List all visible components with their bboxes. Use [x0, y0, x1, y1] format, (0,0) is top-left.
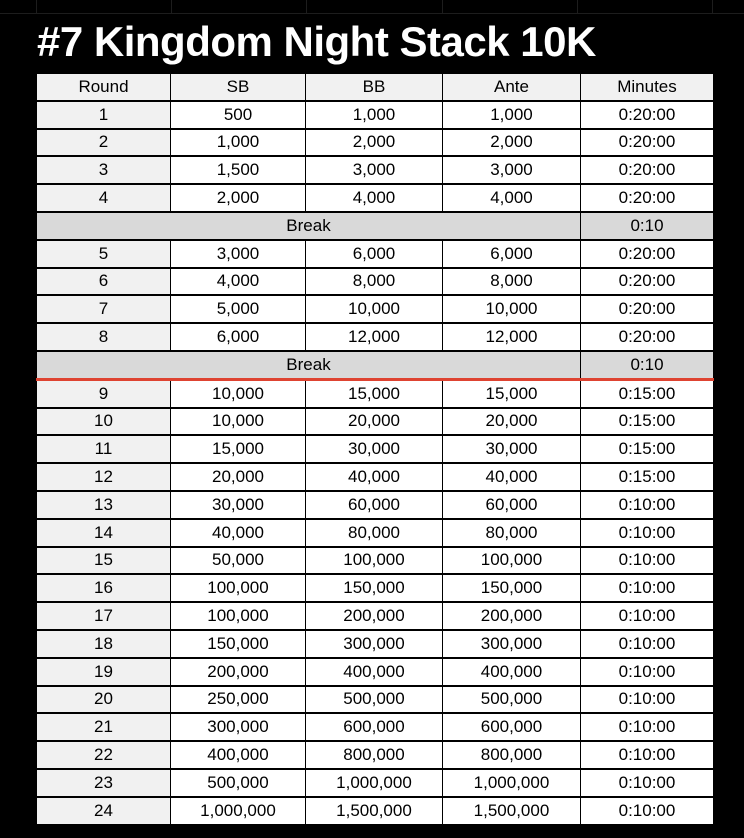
round-cell: 15 — [37, 547, 171, 575]
ante-cell: 600,000 — [443, 713, 581, 741]
table-row — [37, 435, 714, 463]
ante-cell: 4,000 — [443, 184, 581, 212]
prev-row-sliver — [0, 0, 744, 14]
ante-cell: 8,000 — [443, 268, 581, 296]
blind-structure-table — [36, 72, 714, 826]
ante-cell: 2,000 — [443, 129, 581, 157]
minutes-cell: 0:20:00 — [581, 156, 714, 184]
bb-cell: 300,000 — [306, 630, 443, 658]
sb-cell: 200,000 — [171, 658, 306, 686]
minutes-cell: 0:15:00 — [581, 463, 714, 491]
round-cell: 18 — [37, 630, 171, 658]
col-header-round: Round — [37, 73, 171, 101]
ante-cell: 10,000 — [443, 295, 581, 323]
round-cell: 13 — [37, 491, 171, 519]
divider — [171, 0, 306, 13]
ante-cell: 6,000 — [443, 240, 581, 268]
round-cell: 11 — [37, 435, 171, 463]
round-cell: 22 — [37, 741, 171, 769]
sb-cell: 10,000 — [171, 379, 306, 407]
round-cell: 23 — [37, 769, 171, 797]
table-row — [37, 491, 714, 519]
page-title: #7 Kingdom Night Stack 10K — [37, 18, 596, 65]
bb-cell: 3,000 — [306, 156, 443, 184]
table-row — [37, 184, 714, 212]
round-cell: 16 — [37, 574, 171, 602]
sb-cell: 100,000 — [171, 602, 306, 630]
sb-cell: 500,000 — [171, 769, 306, 797]
sb-cell: 100,000 — [171, 574, 306, 602]
sb-cell: 40,000 — [171, 519, 306, 547]
bb-cell: 4,000 — [306, 184, 443, 212]
minutes-cell: 0:20:00 — [581, 129, 714, 157]
bb-cell: 1,000,000 — [306, 769, 443, 797]
ante-cell: 150,000 — [443, 574, 581, 602]
sb-cell: 15,000 — [171, 435, 306, 463]
bb-cell: 10,000 — [306, 295, 443, 323]
table-row — [37, 268, 714, 296]
break-cell: Break — [37, 212, 581, 240]
bb-cell: 40,000 — [306, 463, 443, 491]
ante-cell: 20,000 — [443, 408, 581, 436]
break-row — [37, 351, 714, 379]
bb-cell: 6,000 — [306, 240, 443, 268]
table-row — [37, 463, 714, 491]
minutes-cell: 0:10:00 — [581, 658, 714, 686]
round-cell: 17 — [37, 602, 171, 630]
col-header-sb: SB — [171, 73, 306, 101]
bb-cell: 1,000 — [306, 101, 443, 129]
sb-cell: 150,000 — [171, 630, 306, 658]
sb-cell: 5,000 — [171, 295, 306, 323]
minutes-cell: 0:20:00 — [581, 101, 714, 129]
bb-cell: 20,000 — [306, 408, 443, 436]
minutes-cell: 0:10:00 — [581, 547, 714, 575]
sb-cell: 4,000 — [171, 268, 306, 296]
round-cell: 12 — [37, 463, 171, 491]
bb-cell: 100,000 — [306, 547, 443, 575]
minutes-cell: 0:20:00 — [581, 295, 714, 323]
table-row — [37, 156, 714, 184]
bb-cell: 200,000 — [306, 602, 443, 630]
sb-cell: 250,000 — [171, 686, 306, 714]
divider — [306, 0, 441, 13]
bb-cell: 400,000 — [306, 658, 443, 686]
minutes-cell: 0:15:00 — [581, 379, 714, 407]
sb-cell: 6,000 — [171, 323, 306, 351]
minutes-cell: 0:15:00 — [581, 408, 714, 436]
ante-cell: 12,000 — [443, 323, 581, 351]
ante-cell: 15,000 — [443, 379, 581, 407]
ante-cell: 100,000 — [443, 547, 581, 575]
col-header-bb: BB — [306, 73, 443, 101]
minutes-cell: 0:15:00 — [581, 435, 714, 463]
divider — [442, 0, 577, 13]
minutes-cell: 0:10:00 — [581, 491, 714, 519]
ante-cell: 200,000 — [443, 602, 581, 630]
table-row — [37, 713, 714, 741]
round-cell: 7 — [37, 295, 171, 323]
divider — [577, 0, 713, 13]
break-row — [37, 212, 714, 240]
table-row — [37, 101, 714, 129]
round-cell: 4 — [37, 184, 171, 212]
bb-cell: 30,000 — [306, 435, 443, 463]
round-cell: 8 — [37, 323, 171, 351]
break-cell: Break — [37, 351, 581, 379]
minutes-cell: 0:10:00 — [581, 797, 714, 825]
minutes-cell: 0:10:00 — [581, 769, 714, 797]
ante-cell: 800,000 — [443, 741, 581, 769]
table-row — [37, 129, 714, 157]
table-row — [37, 323, 714, 351]
sb-cell: 2,000 — [171, 184, 306, 212]
sb-cell: 3,000 — [171, 240, 306, 268]
minutes-cell: 0:20:00 — [581, 323, 714, 351]
ante-cell: 1,000 — [443, 101, 581, 129]
round-cell: 19 — [37, 658, 171, 686]
bb-cell: 500,000 — [306, 686, 443, 714]
header-row — [37, 73, 714, 101]
minutes-cell: 0:20:00 — [581, 240, 714, 268]
table-row — [37, 408, 714, 436]
round-cell: 5 — [37, 240, 171, 268]
minutes-cell: 0:10:00 — [581, 519, 714, 547]
bb-cell: 12,000 — [306, 323, 443, 351]
divider — [36, 0, 171, 13]
bb-cell: 60,000 — [306, 491, 443, 519]
bb-cell: 1,500,000 — [306, 797, 443, 825]
table-row — [37, 602, 714, 630]
minutes-cell: 0:10:00 — [581, 602, 714, 630]
ante-cell: 500,000 — [443, 686, 581, 714]
minutes-cell: 0:20:00 — [581, 268, 714, 296]
ante-cell: 3,000 — [443, 156, 581, 184]
table-row — [37, 658, 714, 686]
bb-cell: 800,000 — [306, 741, 443, 769]
break-minutes-cell: 0:10 — [581, 212, 714, 240]
round-cell: 1 — [37, 101, 171, 129]
ante-cell: 40,000 — [443, 463, 581, 491]
table-row — [37, 574, 714, 602]
round-cell: 6 — [37, 268, 171, 296]
table-row — [37, 547, 714, 575]
table-row — [37, 630, 714, 658]
ante-cell: 1,500,000 — [443, 797, 581, 825]
ante-cell: 60,000 — [443, 491, 581, 519]
table-row — [37, 797, 714, 825]
bb-cell: 15,000 — [306, 379, 443, 407]
minutes-cell: 0:10:00 — [581, 713, 714, 741]
sb-cell: 20,000 — [171, 463, 306, 491]
ante-cell: 30,000 — [443, 435, 581, 463]
round-cell: 2 — [37, 129, 171, 157]
table-row — [37, 295, 714, 323]
table-row — [37, 240, 714, 268]
sb-cell: 400,000 — [171, 741, 306, 769]
ante-cell: 1,000,000 — [443, 769, 581, 797]
prev-row-column-dividers — [36, 0, 713, 13]
table-body — [37, 101, 714, 825]
table-row — [37, 379, 714, 407]
bb-cell: 600,000 — [306, 713, 443, 741]
round-cell: 10 — [37, 408, 171, 436]
bb-cell: 150,000 — [306, 574, 443, 602]
sb-cell: 500 — [171, 101, 306, 129]
sb-cell: 1,000,000 — [171, 797, 306, 825]
table-row — [37, 519, 714, 547]
round-cell: 14 — [37, 519, 171, 547]
break-minutes-cell: 0:10 — [581, 351, 714, 379]
minutes-cell: 0:10:00 — [581, 630, 714, 658]
minutes-cell: 0:10:00 — [581, 574, 714, 602]
sb-cell: 1,500 — [171, 156, 306, 184]
sb-cell: 10,000 — [171, 408, 306, 436]
sb-cell: 30,000 — [171, 491, 306, 519]
round-cell: 24 — [37, 797, 171, 825]
minutes-cell: 0:20:00 — [581, 184, 714, 212]
col-header-minutes: Minutes — [581, 73, 714, 101]
table-row — [37, 741, 714, 769]
ante-cell: 300,000 — [443, 630, 581, 658]
round-cell: 9 — [37, 379, 171, 407]
ante-cell: 80,000 — [443, 519, 581, 547]
sb-cell: 300,000 — [171, 713, 306, 741]
table-row — [37, 769, 714, 797]
ante-cell: 400,000 — [443, 658, 581, 686]
sb-cell: 50,000 — [171, 547, 306, 575]
bb-cell: 8,000 — [306, 268, 443, 296]
round-cell: 20 — [37, 686, 171, 714]
bb-cell: 80,000 — [306, 519, 443, 547]
col-header-ante: Ante — [443, 73, 581, 101]
round-cell: 21 — [37, 713, 171, 741]
minutes-cell: 0:10:00 — [581, 686, 714, 714]
minutes-cell: 0:10:00 — [581, 741, 714, 769]
bb-cell: 2,000 — [306, 129, 443, 157]
round-cell: 3 — [37, 156, 171, 184]
sb-cell: 1,000 — [171, 129, 306, 157]
table-row — [37, 686, 714, 714]
